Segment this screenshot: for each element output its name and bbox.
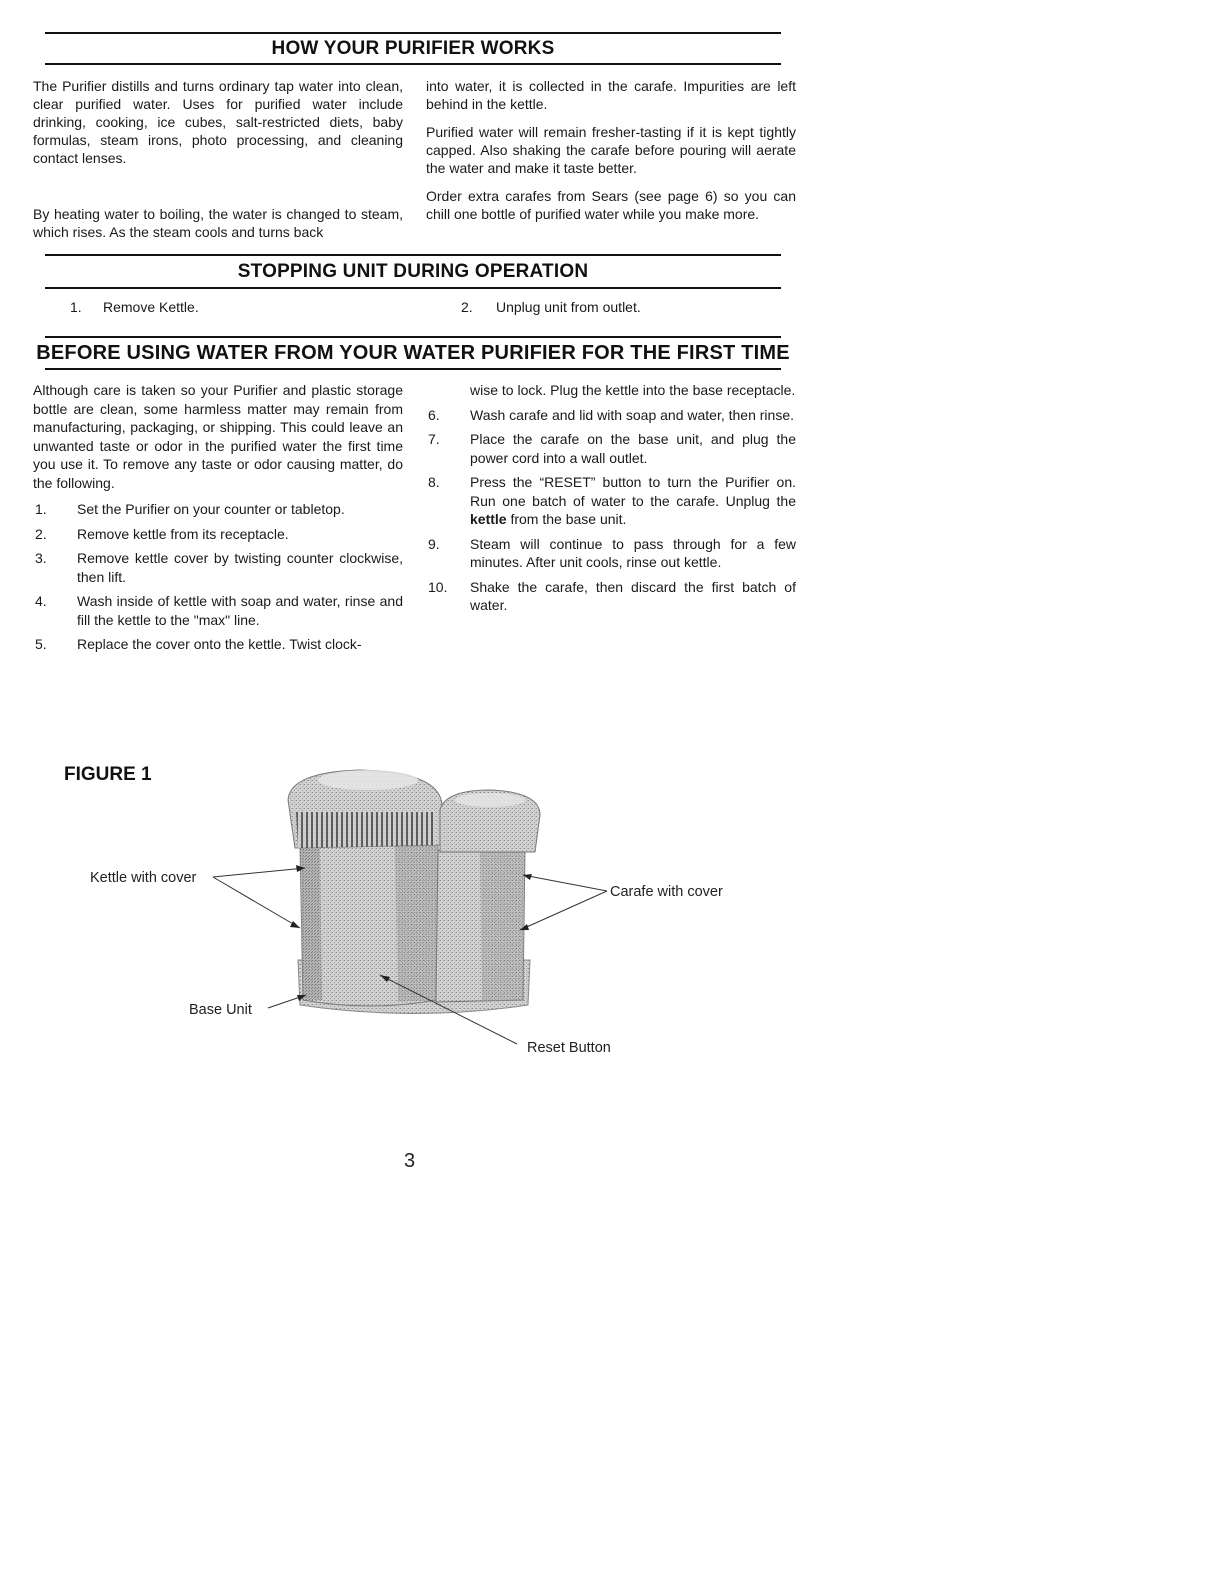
page-number: 3 bbox=[404, 1150, 416, 1172]
list-item: 8. Press the “RESET” button to turn the Purifier on. Run one batch of water to the carafe. Unplug the kettle from the base unit. bbox=[428, 474, 796, 527]
section-heading-stopping-unit: STOPPING UNIT DURING OPERATION bbox=[237, 261, 589, 282]
carafe-pointer-line-lower bbox=[520, 891, 607, 930]
paragraph-distills: The Purifier distills and turns ordinary tap water into clean, clear purified water. Uses for purified water include drinking, cooking, ice cubes, salt-restricted diets, baby formulas, steam irons, photo processing, and cleaning contact lenses. bbox=[33, 78, 403, 166]
paragraph-order-carafes: Order extra carafes from Sears (see page 6) so you can chill one bottle of purified water while you make more. bbox=[426, 188, 796, 222]
list-item: 6. Wash carafe and lid with soap and water, then rinse. bbox=[428, 406, 794, 423]
step-text: Unplug unit from outlet. bbox=[496, 299, 641, 315]
first-time-intro: Although care is taken so your Purifier and plastic storage bottle are clean, some harmless matter may remain from manufacturing, packaging, or shipping. This could leave an unwanted taste or odor in the purified water the first time you use it. To remove any taste or odor causing matter, do the following. bbox=[33, 382, 403, 491]
list-item: 2. Remove kettle from its receptacle. bbox=[35, 525, 289, 542]
section-heading-first-time: BEFORE USING WATER FROM YOUR WATER PURIFIER FOR THE FIRST TIME bbox=[36, 342, 790, 364]
list-item: 4. Wash inside of kettle with soap and water, rinse and fill the kettle to the "max" line. bbox=[35, 593, 403, 628]
kettle-pointer-line-upper bbox=[213, 868, 305, 877]
kettle-pointer-line-lower bbox=[213, 877, 300, 928]
paragraph-fresher-tasting: Purified water will remain fresher-tasting if it is kept tightly capped. Also shaking the carafe before pouring will aerate the water and make it taste better. bbox=[426, 124, 796, 176]
section-heading-how-it-works: HOW YOUR PURIFIER WORKS bbox=[271, 38, 555, 59]
list-item: 10. Shake the carafe, then discard the first batch of water. bbox=[428, 578, 796, 613]
paragraph-into-water: into water, it is collected in the carafe. Impurities are left behind in the kettle. bbox=[426, 78, 796, 112]
carafe-pointer-line-upper bbox=[523, 875, 607, 891]
list-item: 1. Set the Purifier on your counter or tabletop. bbox=[35, 501, 345, 517]
list-item: 9. Steam will continue to pass through for a few minutes. After unit cools, rinse out kettle. bbox=[428, 535, 796, 570]
arrowhead bbox=[290, 921, 300, 928]
label-kettle-with-cover: Kettle with cover bbox=[90, 870, 197, 886]
step-number: 2. bbox=[461, 299, 473, 315]
list-item: 5. Replace the cover onto the kettle. Twist clock- bbox=[35, 636, 362, 652]
label-carafe-with-cover: Carafe with cover bbox=[610, 884, 723, 900]
kettle bbox=[288, 770, 442, 1006]
paragraph-heating: By heating water to boiling, the water is changed to steam, which rises. As the steam cools and turns back bbox=[33, 206, 403, 240]
step-text: Remove Kettle. bbox=[103, 299, 199, 315]
step-number: 1. bbox=[70, 299, 82, 315]
list-item: 3. Remove kettle cover by twisting counter clockwise, then lift. bbox=[35, 550, 403, 585]
label-reset-button: Reset Button bbox=[527, 1040, 611, 1056]
label-base-unit: Base Unit bbox=[189, 1002, 252, 1018]
list-item: 7. Place the carafe on the base unit, and plug the power cord into a wall outlet. bbox=[428, 431, 796, 466]
figure-title: FIGURE 1 bbox=[64, 764, 152, 785]
list-item-continued: wise to lock. Plug the kettle into the base receptacle. bbox=[470, 382, 796, 398]
